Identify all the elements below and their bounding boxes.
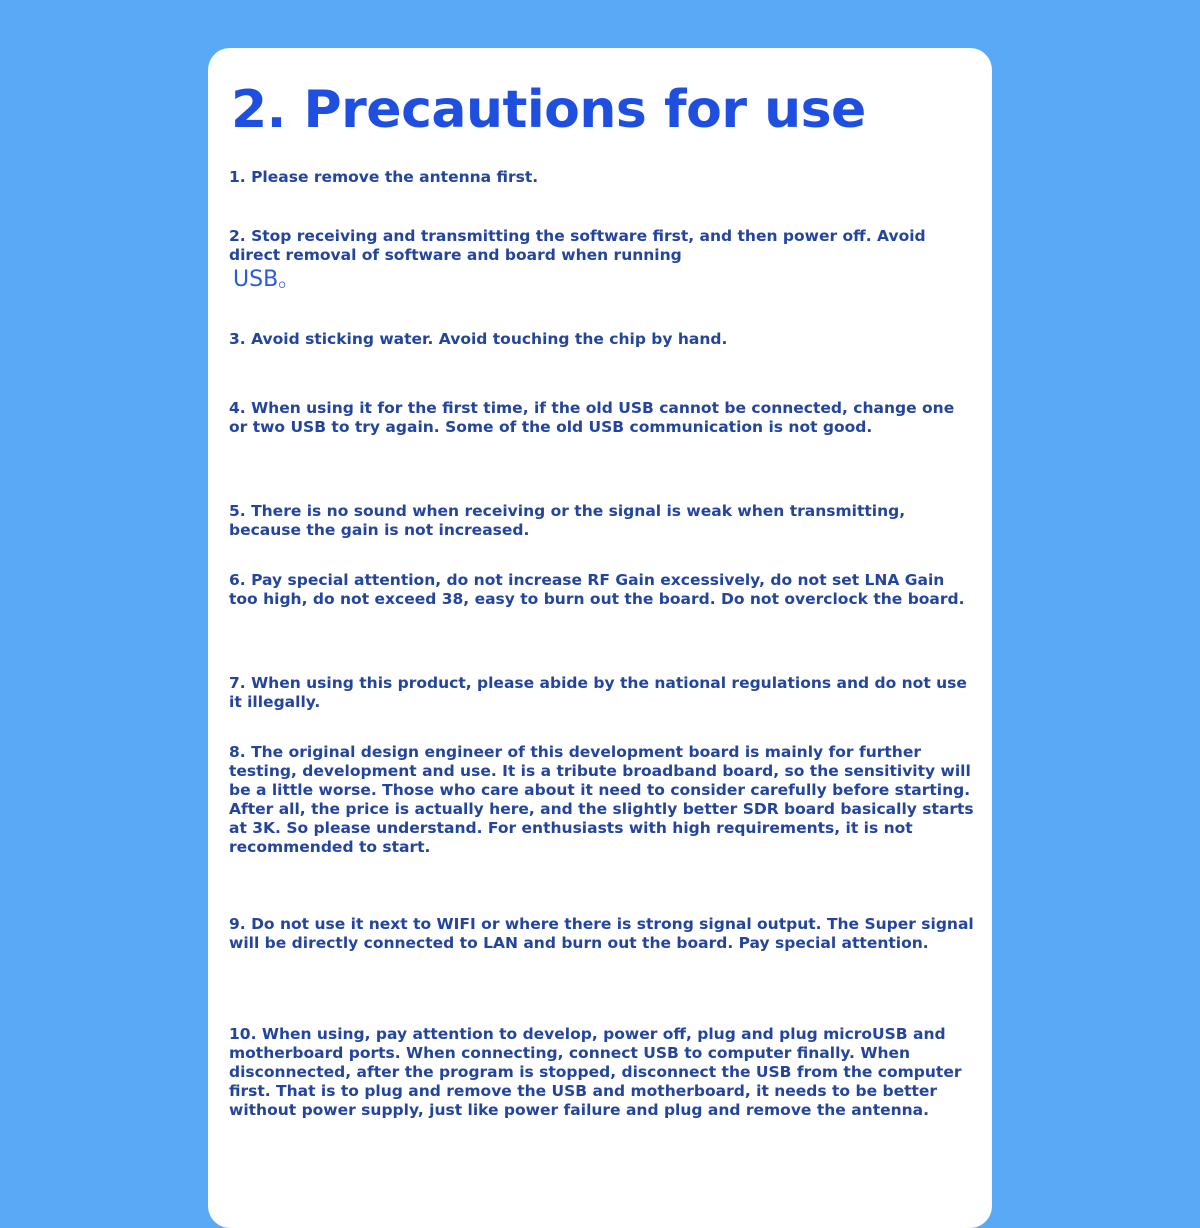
precaution-item-7: 7. When using this product, please abide by the national regulations and do not use it illegally. xyxy=(229,674,967,711)
precaution-item-5: 5. There is no sound when receiving or the signal is weak when transmitting, because the gain is not increased. xyxy=(229,502,906,539)
precaution-item-4: 4. When using it for the first time, if the old USB cannot be connected, change one or two USB to try again. Some of the old USB communication is not good. xyxy=(229,399,955,436)
precaution-item-3: 3. Avoid sticking water. Avoid touching the chip by hand. xyxy=(229,330,728,348)
precaution-item-2-suffix: USB。 xyxy=(233,267,301,292)
precaution-item-1: 1. Please remove the antenna first. xyxy=(229,168,539,186)
page-title: 2. Precautions for use xyxy=(231,80,866,140)
precaution-item-6: 6. Pay special attention, do not increase RF Gain excessively, do not set LNA Gain too high, do not exceed 38, easy to burn out the board. Do not overclock the board. xyxy=(229,571,965,608)
precaution-item-8: 8. The original design engineer of this development board is mainly for further testing, development and use. It is a tribute broadband board, so the sensitivity will be a little worse. Those who care about it need to consider carefully before starting. After all, the price is actually here, and the slightly better SDR board basically starts at 3K. So please understand. For enthusiasts with high requirements, it is not recommended to start. xyxy=(229,743,974,856)
precaution-item-10: 10. When using, pay attention to develop, power off, plug and plug microUSB and motherboard ports. When connecting, connect USB to computer finally. When disconnected, after the program is stopped, disconnect the USB from the computer first. That is to plug and remove the USB and motherboard, it needs to be better without power supply, just like power failure and plug and remove the antenna. xyxy=(229,1025,962,1119)
precaution-item-2-text: 2. Stop receiving and transmitting the software first, and then power off. Avoid direct removal of software and board when running xyxy=(229,227,926,264)
precaution-item-2 xyxy=(229,227,974,295)
precaution-item-9: 9. Do not use it next to WIFI or where there is strong signal output. The Super signal will be directly connected to LAN and burn out the board. Pay special attention. xyxy=(229,915,974,952)
